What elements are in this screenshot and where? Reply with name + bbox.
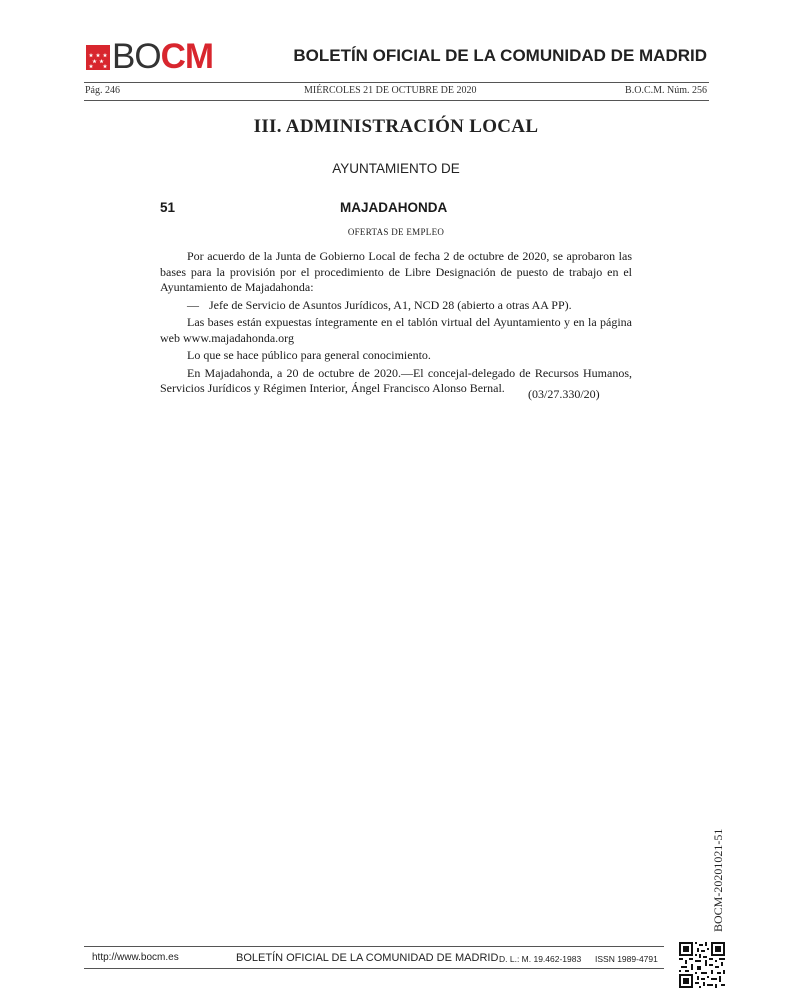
logo-text-bo: BO bbox=[112, 37, 161, 76]
paragraph-signature: En Majadahonda, a 20 de octubre de 2020.—El concejal-delegado de Recursos Humanos, Servicios Jurídicos y Régimen Interior, Ángel Francisco Alonso Bernal. bbox=[160, 365, 632, 395]
footer-url-link[interactable]: http://www.bocm.es bbox=[92, 952, 179, 963]
qr-code-icon bbox=[679, 942, 725, 988]
logo-wordmark bbox=[112, 39, 213, 75]
paragraph-publication: Lo que se hace público para general conocimiento. bbox=[187, 348, 431, 362]
list-item-text: Jefe de Servicio de Asuntos Jurídicos, A1, NCD 28 (abierto a otras AA PP). bbox=[209, 297, 572, 312]
logo-text-cm: CM bbox=[160, 37, 214, 76]
bocm-logo bbox=[86, 37, 226, 76]
list-dash: — bbox=[187, 297, 199, 312]
organization-prefix: AYUNTAMIENTO DE bbox=[332, 161, 460, 176]
masthead-title: BOLETÍN OFICIAL DE LA COMUNIDAD DE MADRID bbox=[293, 46, 707, 65]
legal-deposit: D. L.: M. 19.462-1983 bbox=[499, 954, 582, 964]
paragraph-agreement: Por acuerdo de la Junta de Gobierno Local de fecha 2 de octubre de 2020, se aprobaron las bases para la provisión por el procedimiento de Libre Designación de puesto de trabajo en el Ayuntamiento de Majadahonda: bbox=[160, 249, 632, 294]
header-rule-top bbox=[84, 82, 709, 83]
entry-name: MAJADAHONDA bbox=[340, 200, 448, 215]
footer-rule-top bbox=[84, 946, 664, 947]
footer-rule-bottom bbox=[84, 968, 664, 969]
issue-date: MIÉRCOLES 21 DE OCTUBRE DE 2020 bbox=[304, 85, 477, 96]
document-code: BOCM-20201021-51 bbox=[711, 828, 725, 932]
footer-title: BOLETÍN OFICIAL DE LA COMUNIDAD DE MADRID bbox=[236, 952, 499, 964]
paragraph-bases: Las bases están expuestas íntegramente en el tablón virtual del Ayuntamiento y en la página web www.majadahonda.org bbox=[160, 315, 632, 345]
list-item bbox=[160, 298, 632, 314]
madrid-stars-flag-icon bbox=[86, 45, 110, 70]
issue-number: B.O.C.M. Núm. 256 bbox=[625, 85, 707, 96]
header-rule-bottom bbox=[84, 100, 709, 101]
entry-number: 51 bbox=[160, 200, 176, 215]
issn: ISSN 1989-4791 bbox=[595, 954, 658, 964]
subsection-title: OFERTAS DE EMPLEO bbox=[347, 227, 445, 237]
announcement-body bbox=[160, 249, 632, 399]
page-number: Pág. 246 bbox=[85, 85, 120, 96]
reference-code: (03/27.330/20) bbox=[528, 387, 600, 401]
section-title: III. ADMINISTRACIÓN LOCAL bbox=[253, 116, 539, 137]
